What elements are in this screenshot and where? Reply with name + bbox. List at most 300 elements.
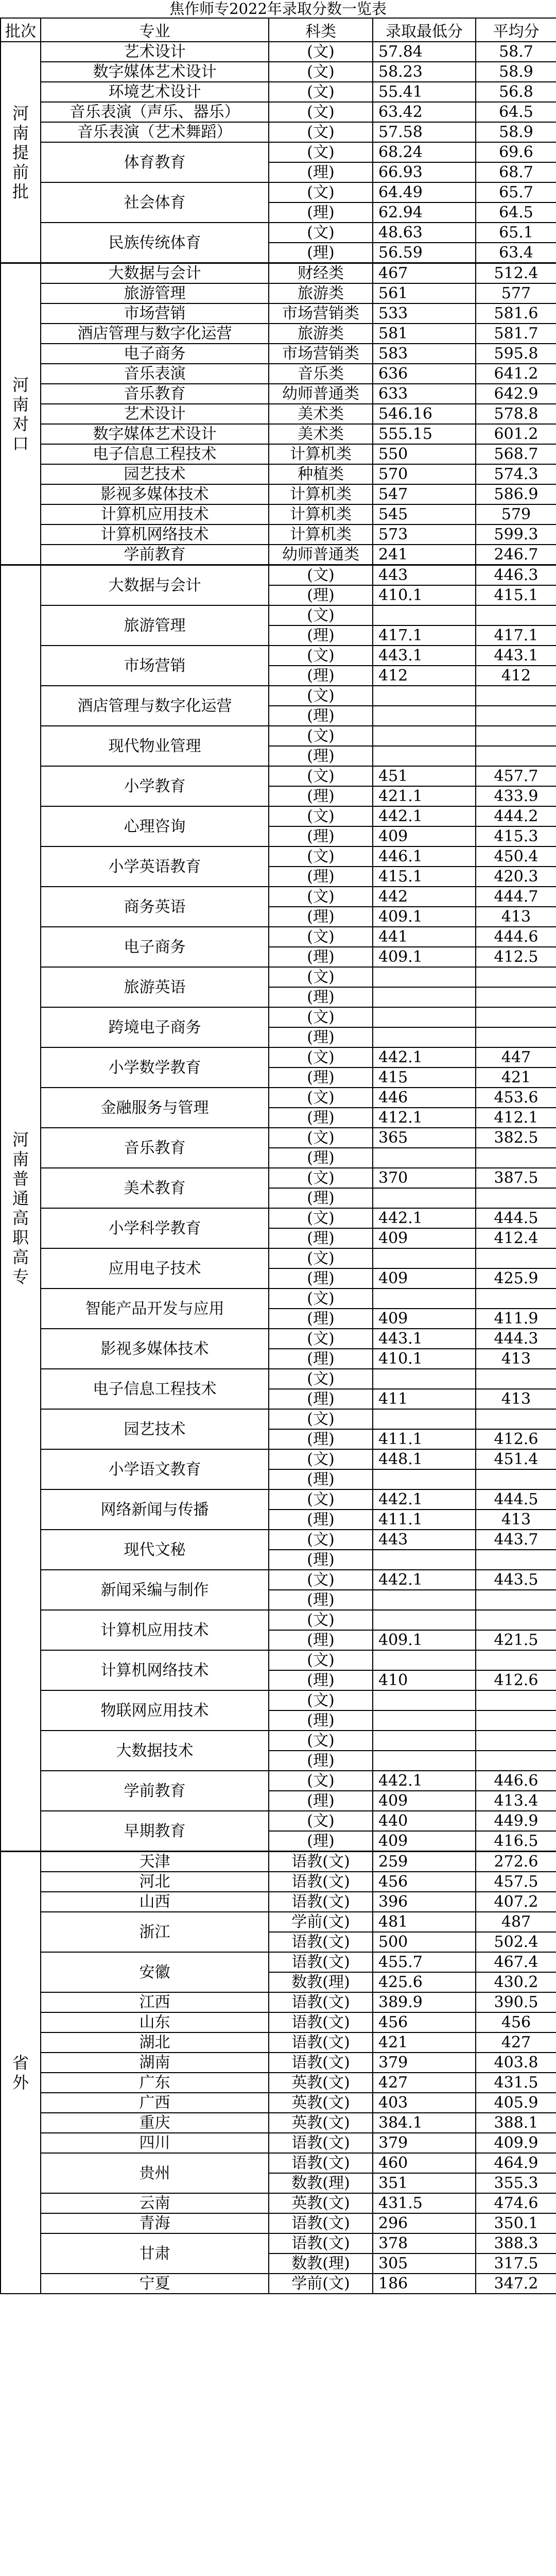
avg-score-cell: 579	[476, 504, 556, 524]
major-cell: 网络新闻与传播	[41, 1489, 269, 1530]
min-score-cell: 456	[373, 2012, 476, 2032]
major-cell: 甘肃	[41, 2233, 269, 2274]
min-score-cell	[373, 746, 476, 766]
avg-score-cell	[476, 1610, 556, 1630]
batch-cell	[1, 263, 41, 565]
subject-cell: 语教(文)	[269, 1872, 373, 1892]
table-row	[1, 263, 556, 284]
table-row	[1, 1892, 556, 1912]
min-score-cell: 573	[373, 524, 476, 545]
batch-char: 口	[12, 433, 29, 453]
min-score-cell: 448.1	[373, 1449, 476, 1469]
batch-cell	[1, 565, 41, 1852]
min-score-cell: 409.1	[373, 907, 476, 927]
subject-cell: 语教(文)	[269, 1852, 373, 1872]
table-row	[1, 1570, 556, 1590]
subject-cell: 语教(文)	[269, 1992, 373, 2012]
table-row	[1, 1449, 556, 1469]
major-cell: 艺术设计	[41, 404, 269, 424]
major-cell: 电子信息工程技术	[41, 444, 269, 464]
major-cell: 江西	[41, 1992, 269, 2012]
avg-score-cell: 574.3	[476, 464, 556, 484]
batch-cell	[1, 42, 41, 263]
subject-cell: (文)	[269, 605, 373, 625]
subject-cell: (理)	[269, 1067, 373, 1088]
subject-cell: 美术类	[269, 404, 373, 424]
min-score-cell	[373, 1550, 476, 1570]
min-score-cell: 296	[373, 2213, 476, 2233]
min-score-cell: 441	[373, 927, 476, 947]
table-row	[1, 62, 556, 82]
table-row	[1, 102, 556, 122]
avg-score-cell: 417.1	[476, 625, 556, 646]
subject-cell: (理)	[269, 1188, 373, 1208]
subject-cell: 语教(文)	[269, 1932, 373, 1952]
subject-cell: 旅游类	[269, 324, 373, 344]
min-score-cell: 545	[373, 504, 476, 524]
table-row	[1, 2012, 556, 2032]
major-cell: 安徽	[41, 1952, 269, 1992]
table-row	[1, 182, 556, 202]
subject-cell: (文)	[269, 1449, 373, 1469]
table-row	[1, 2073, 556, 2093]
min-score-cell: 259	[373, 1852, 476, 1872]
table-row	[1, 1872, 556, 1892]
avg-score-cell: 467.4	[476, 1952, 556, 1972]
table-row	[1, 1289, 556, 1309]
table-row	[1, 927, 556, 947]
table-row	[1, 2113, 556, 2133]
avg-score-cell: 433.9	[476, 786, 556, 806]
avg-score-cell: 449.9	[476, 1811, 556, 1831]
min-score-cell	[373, 1188, 476, 1208]
major-cell: 学前教育	[41, 1771, 269, 1811]
subject-cell: 种植类	[269, 464, 373, 484]
min-score-cell	[373, 726, 476, 746]
table-row	[1, 364, 556, 384]
min-score-cell: 425.6	[373, 1972, 476, 1992]
batch-char: 河	[12, 1130, 29, 1149]
subject-cell: (理)	[269, 1349, 373, 1369]
min-score-cell: 55.41	[373, 82, 476, 102]
batch-char: 专	[12, 1267, 29, 1286]
min-score-cell: 56.59	[373, 243, 476, 263]
min-score-cell: 442.1	[373, 1489, 476, 1510]
avg-score-cell: 446.3	[476, 565, 556, 586]
avg-score-cell: 413	[476, 907, 556, 927]
major-cell: 计算机应用技术	[41, 504, 269, 524]
avg-score-cell: 487	[476, 1912, 556, 1932]
table-row	[1, 464, 556, 484]
major-cell: 体育教育	[41, 142, 269, 182]
avg-score-cell: 599.3	[476, 524, 556, 545]
min-score-cell: 561	[373, 283, 476, 303]
subject-cell: (理)	[269, 1268, 373, 1289]
avg-score-cell: 456	[476, 2012, 556, 2032]
avg-score-cell	[476, 706, 556, 726]
avg-score-cell	[476, 1027, 556, 1047]
avg-score-cell: 407.2	[476, 1892, 556, 1912]
major-cell: 园艺技术	[41, 464, 269, 484]
avg-score-cell: 444.3	[476, 1329, 556, 1349]
table-body	[1, 42, 556, 2294]
major-cell: 音乐教育	[41, 1128, 269, 1168]
min-score-cell: 64.49	[373, 182, 476, 202]
major-cell: 心理咨询	[41, 806, 269, 846]
batch-char: 对	[12, 414, 29, 434]
avg-score-cell: 451.4	[476, 1449, 556, 1469]
table-row	[1, 2053, 556, 2073]
min-score-cell: 442.1	[373, 1208, 476, 1228]
table-row	[1, 2233, 556, 2253]
avg-score-cell: 641.2	[476, 364, 556, 384]
avg-score-cell: 413	[476, 1510, 556, 1530]
batch-char: 南	[12, 123, 29, 143]
subject-cell: 数教(理)	[269, 2253, 373, 2274]
subject-cell: (文)	[269, 646, 373, 666]
table-row	[1, 1409, 556, 1429]
min-score-cell: 442	[373, 887, 476, 907]
table-row	[1, 1610, 556, 1630]
table-row	[1, 1811, 556, 1831]
avg-score-cell: 317.5	[476, 2253, 556, 2274]
avg-score-cell: 69.6	[476, 142, 556, 162]
avg-score-cell: 443.7	[476, 1530, 556, 1550]
min-score-cell: 305	[373, 2253, 476, 2274]
subject-cell: (理)	[269, 786, 373, 806]
avg-score-cell: 64.5	[476, 202, 556, 223]
avg-score-cell: 453.6	[476, 1088, 556, 1108]
subject-cell: (文)	[269, 1489, 373, 1510]
min-score-cell: 442.1	[373, 1047, 476, 1067]
table-row	[1, 1489, 556, 1510]
avg-score-cell: 444.5	[476, 1489, 556, 1510]
avg-score-cell: 388.1	[476, 2113, 556, 2133]
batch-char: 外	[12, 2073, 29, 2092]
avg-score-cell: 444.5	[476, 1208, 556, 1228]
subject-cell: (文)	[269, 967, 373, 987]
subject-cell: (文)	[269, 1650, 373, 1670]
table-row	[1, 545, 556, 565]
subject-cell: 英教(文)	[269, 2073, 373, 2093]
avg-score-cell	[476, 1409, 556, 1429]
avg-score-cell: 502.4	[476, 1932, 556, 1952]
min-score-cell: 412.1	[373, 1108, 476, 1128]
major-cell: 音乐教育	[41, 384, 269, 404]
min-score-cell: 409	[373, 1228, 476, 1248]
subject-cell: (理)	[269, 1389, 373, 1409]
subject-cell: (理)	[269, 987, 373, 1007]
major-cell: 跨境电子商务	[41, 1007, 269, 1047]
min-score-cell: 443	[373, 1530, 476, 1550]
subject-cell: (理)	[269, 243, 373, 263]
major-cell: 湖南	[41, 2053, 269, 2073]
major-cell: 计算机应用技术	[41, 1610, 269, 1650]
table-row	[1, 1650, 556, 1670]
major-cell: 宁夏	[41, 2274, 269, 2294]
subject-cell: 计算机类	[269, 484, 373, 504]
avg-score-cell	[476, 987, 556, 1007]
min-score-cell: 417.1	[373, 625, 476, 646]
major-cell: 浙江	[41, 1912, 269, 1952]
subject-cell: (理)	[269, 1831, 373, 1852]
subject-cell: 旅游类	[269, 283, 373, 303]
min-score-cell	[373, 706, 476, 726]
subject-cell: (理)	[269, 1710, 373, 1731]
avg-score-cell	[476, 1650, 556, 1670]
subject-cell: 语教(文)	[269, 2213, 373, 2233]
subject-cell: (文)	[269, 1610, 373, 1630]
subject-cell: 语教(文)	[269, 2053, 373, 2073]
avg-score-cell: 444.2	[476, 806, 556, 826]
subject-cell: (理)	[269, 1148, 373, 1168]
major-cell: 金融服务与管理	[41, 1088, 269, 1128]
batch-cell	[1, 1852, 41, 2294]
major-cell: 影视多媒体技术	[41, 1329, 269, 1369]
table-row	[1, 2213, 556, 2233]
min-score-cell: 409	[373, 1831, 476, 1852]
subject-cell: 计算机类	[269, 444, 373, 464]
avg-score-cell: 446.6	[476, 1771, 556, 1791]
min-score-cell: 570	[373, 464, 476, 484]
subject-cell: (文)	[269, 122, 373, 142]
subject-cell: (文)	[269, 182, 373, 202]
table-row	[1, 1690, 556, 1710]
min-score-cell: 443.1	[373, 1329, 476, 1349]
avg-score-cell: 420.3	[476, 867, 556, 887]
avg-score-cell: 444.6	[476, 927, 556, 947]
major-cell: 湖北	[41, 2032, 269, 2053]
subject-cell: (理)	[269, 1309, 373, 1329]
major-cell: 天津	[41, 1852, 269, 1872]
major-cell: 广西	[41, 2093, 269, 2113]
score-table	[0, 18, 556, 2294]
avg-score-cell: 355.3	[476, 2173, 556, 2193]
avg-score-cell	[476, 967, 556, 987]
subject-cell: (文)	[269, 102, 373, 122]
min-score-cell: 500	[373, 1932, 476, 1952]
subject-cell: 学前(文)	[269, 2274, 373, 2294]
avg-score-cell: 382.5	[476, 1128, 556, 1148]
batch-char: 职	[12, 1228, 29, 1247]
major-cell: 早期教育	[41, 1811, 269, 1852]
avg-score-cell: 58.9	[476, 62, 556, 82]
min-score-cell: 581	[373, 324, 476, 344]
subject-cell: (理)	[269, 1550, 373, 1570]
table-row	[1, 1007, 556, 1027]
avg-score-cell: 431.5	[476, 2073, 556, 2093]
avg-score-cell: 427	[476, 2032, 556, 2053]
min-score-cell	[373, 1731, 476, 1751]
subject-cell: 市场营销类	[269, 303, 373, 324]
subject-cell: 英教(文)	[269, 2193, 373, 2213]
major-cell: 数字媒体艺术设计	[41, 62, 269, 82]
subject-cell: 数教(理)	[269, 1972, 373, 1992]
table-row	[1, 1731, 556, 1751]
min-score-cell: 460	[373, 2153, 476, 2173]
min-score-cell: 446.1	[373, 846, 476, 867]
avg-score-cell: 65.7	[476, 182, 556, 202]
min-score-cell	[373, 1690, 476, 1710]
table-row	[1, 1369, 556, 1389]
avg-score-cell: 388.3	[476, 2233, 556, 2253]
min-score-cell: 241	[373, 545, 476, 565]
min-score-cell	[373, 1650, 476, 1670]
avg-score-cell: 578.8	[476, 404, 556, 424]
avg-score-cell: 56.8	[476, 82, 556, 102]
table-row	[1, 122, 556, 142]
min-score-cell	[373, 1369, 476, 1389]
min-score-cell	[373, 1409, 476, 1429]
avg-score-cell: 421	[476, 1067, 556, 1088]
major-cell: 智能产品开发与应用	[41, 1289, 269, 1329]
subject-cell: 语教(文)	[269, 1952, 373, 1972]
min-score-cell	[373, 1710, 476, 1731]
table-row	[1, 2193, 556, 2213]
subject-cell: (文)	[269, 927, 373, 947]
avg-score-cell: 68.7	[476, 162, 556, 182]
avg-score-cell: 464.9	[476, 2153, 556, 2173]
min-score-cell: 379	[373, 2133, 476, 2153]
avg-score-cell	[476, 686, 556, 706]
subject-cell: (理)	[269, 1670, 373, 1690]
major-cell: 艺术设计	[41, 42, 269, 62]
avg-score-cell: 412.1	[476, 1108, 556, 1128]
major-cell: 重庆	[41, 2113, 269, 2133]
batch-char: 通	[12, 1189, 29, 1208]
avg-score-cell	[476, 605, 556, 625]
table-row	[1, 1168, 556, 1188]
min-score-cell: 440	[373, 1811, 476, 1831]
min-score-cell: 396	[373, 1892, 476, 1912]
min-score-cell: 481	[373, 1912, 476, 1932]
avg-score-cell	[476, 1289, 556, 1309]
batch-char: 南	[12, 394, 29, 414]
min-score-cell: 409.1	[373, 947, 476, 967]
avg-score-cell: 581.6	[476, 303, 556, 324]
major-cell: 小学数学教育	[41, 1047, 269, 1088]
table-row	[1, 766, 556, 786]
subject-cell: (理)	[269, 1228, 373, 1248]
subject-cell: (文)	[269, 82, 373, 102]
major-cell: 应用电子技术	[41, 1248, 269, 1289]
subject-cell: (文)	[269, 1369, 373, 1389]
major-cell: 大数据技术	[41, 1731, 269, 1771]
header-batch: 批次	[1, 18, 41, 42]
subject-cell: (文)	[269, 1530, 373, 1550]
table-row	[1, 82, 556, 102]
min-score-cell: 456	[373, 1872, 476, 1892]
avg-score-cell	[476, 746, 556, 766]
subject-cell: 音乐类	[269, 364, 373, 384]
subject-cell: (理)	[269, 1429, 373, 1449]
avg-score-cell	[476, 1751, 556, 1771]
min-score-cell: 421	[373, 2032, 476, 2053]
avg-score-cell	[476, 1550, 556, 1570]
table-row	[1, 2153, 556, 2173]
avg-score-cell: 63.4	[476, 243, 556, 263]
min-score-cell: 57.58	[373, 122, 476, 142]
subject-cell: 语教(文)	[269, 2153, 373, 2173]
avg-score-cell: 390.5	[476, 1992, 556, 2012]
avg-score-cell: 474.6	[476, 2193, 556, 2213]
major-cell: 小学英语教育	[41, 846, 269, 887]
subject-cell: (文)	[269, 142, 373, 162]
min-score-cell	[373, 1148, 476, 1168]
min-score-cell	[373, 686, 476, 706]
min-score-cell: 410.1	[373, 1349, 476, 1369]
avg-score-cell	[476, 1690, 556, 1710]
min-score-cell	[373, 987, 476, 1007]
avg-score-cell: 443.1	[476, 646, 556, 666]
subject-cell: (文)	[269, 223, 373, 243]
table-row	[1, 1952, 556, 1972]
subject-cell: (理)	[269, 202, 373, 223]
table-row	[1, 42, 556, 62]
min-score-cell: 442.1	[373, 1570, 476, 1590]
table-row	[1, 142, 556, 162]
table-row	[1, 1852, 556, 1872]
major-cell: 旅游管理	[41, 605, 269, 646]
subject-cell: (文)	[269, 1047, 373, 1067]
avg-score-cell: 595.8	[476, 344, 556, 364]
major-cell: 云南	[41, 2193, 269, 2213]
major-cell: 环境艺术设计	[41, 82, 269, 102]
min-score-cell: 415	[373, 1067, 476, 1088]
major-cell: 音乐表演（艺术舞蹈）	[41, 122, 269, 142]
subject-cell: (理)	[269, 1751, 373, 1771]
major-cell: 山西	[41, 1892, 269, 1912]
subject-cell: 幼师普通类	[269, 545, 373, 565]
min-score-cell: 583	[373, 344, 476, 364]
subject-cell: 语教(文)	[269, 2032, 373, 2053]
subject-cell: (理)	[269, 907, 373, 927]
min-score-cell: 442.1	[373, 806, 476, 826]
table-row	[1, 1771, 556, 1791]
min-score-cell	[373, 1469, 476, 1489]
avg-score-cell: 586.9	[476, 484, 556, 504]
min-score-cell: 58.23	[373, 62, 476, 82]
avg-score-cell	[476, 1369, 556, 1389]
major-cell: 市场营销	[41, 646, 269, 686]
major-cell: 学前教育	[41, 545, 269, 565]
min-score-cell: 443.1	[373, 646, 476, 666]
avg-score-cell	[476, 1007, 556, 1027]
avg-score-cell	[476, 1148, 556, 1168]
avg-score-cell: 412.4	[476, 1228, 556, 1248]
major-cell: 贵州	[41, 2153, 269, 2193]
avg-score-cell: 443.5	[476, 1570, 556, 1590]
table-row	[1, 1047, 556, 1067]
table-row	[1, 1992, 556, 2012]
subject-cell: (文)	[269, 846, 373, 867]
min-score-cell: 411.1	[373, 1429, 476, 1449]
table-row	[1, 2093, 556, 2113]
major-cell: 小学教育	[41, 766, 269, 806]
min-score-cell: 546.16	[373, 404, 476, 424]
table-row	[1, 967, 556, 987]
avg-score-cell: 403.8	[476, 2053, 556, 2073]
major-cell: 大数据与会计	[41, 565, 269, 606]
avg-score-cell: 65.1	[476, 223, 556, 243]
batch-char: 高	[12, 1247, 29, 1267]
subject-cell: (文)	[269, 1248, 373, 1268]
min-score-cell: 409	[373, 1309, 476, 1329]
table-row	[1, 1329, 556, 1349]
min-score-cell	[373, 1289, 476, 1309]
major-cell: 计算机网络技术	[41, 1650, 269, 1690]
avg-score-cell: 387.5	[476, 1168, 556, 1188]
